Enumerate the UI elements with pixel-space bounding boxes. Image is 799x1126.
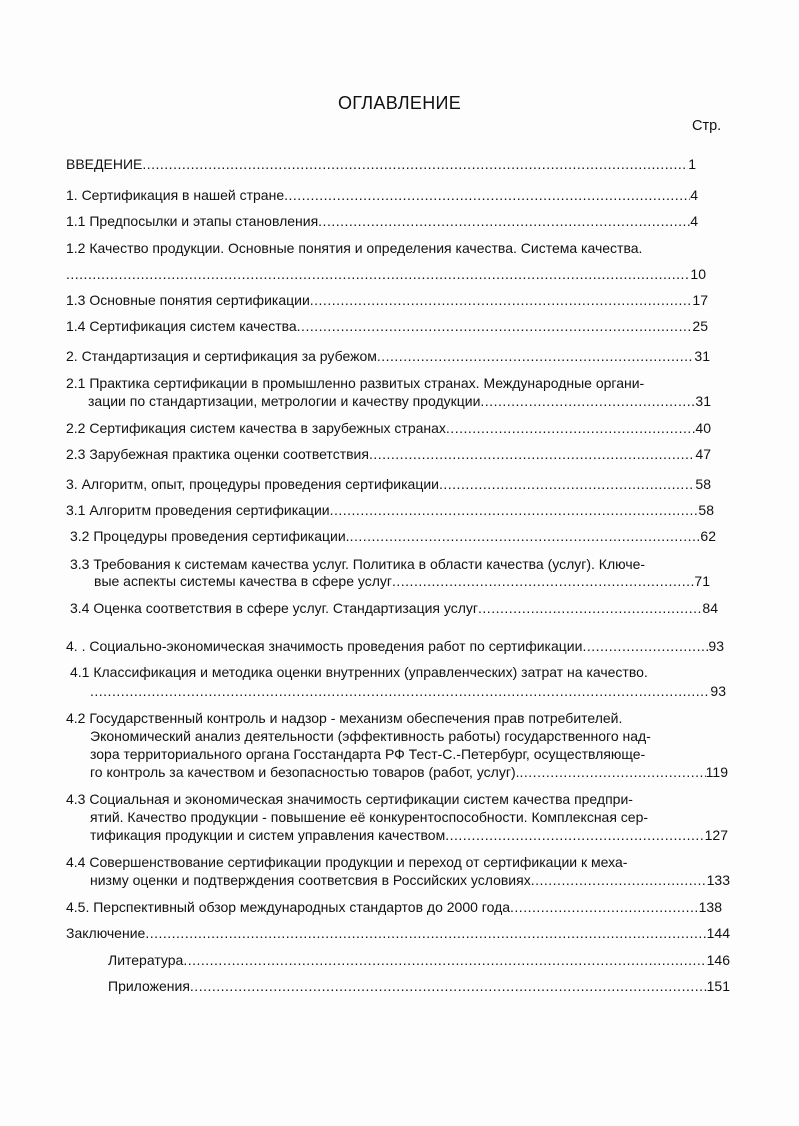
toc-entry-4-2-line2: Экономический анализ деятельности (эффективность работы) государственного над- bbox=[90, 728, 651, 744]
dot-leader bbox=[377, 348, 695, 364]
toc-entry-text: Приложения bbox=[108, 978, 190, 994]
toc-entry-4-4[interactable] bbox=[90, 872, 730, 888]
dot-leader bbox=[284, 187, 690, 203]
toc-page-number: 127 bbox=[704, 827, 728, 843]
toc-page-number: 4 bbox=[690, 213, 698, 229]
toc-entry-text: зации по стандартизации, метрологии и качеству продукции bbox=[88, 393, 481, 409]
toc-entry-text: 2. Стандартизация и сертификация за рубежом bbox=[66, 348, 377, 364]
toc-page-number: 93 bbox=[710, 683, 726, 699]
dot-leader bbox=[297, 318, 693, 334]
dot-leader bbox=[445, 827, 704, 843]
toc-entry-4-3[interactable] bbox=[90, 827, 728, 843]
dot-leader bbox=[392, 573, 694, 589]
toc-page-number: 138 bbox=[698, 899, 722, 915]
toc-entry-text: Литература bbox=[108, 952, 184, 968]
toc-page-number: 151 bbox=[706, 978, 730, 994]
toc-page-number: 31 bbox=[695, 393, 711, 409]
toc-entry-3-2[interactable] bbox=[70, 528, 716, 544]
dot-leader bbox=[142, 156, 688, 172]
page-title: ОГЛАВЛЕНИЕ bbox=[337, 93, 462, 113]
dot-leader bbox=[531, 872, 707, 888]
dot-leader bbox=[310, 292, 693, 308]
toc-entry-4-5[interactable] bbox=[66, 899, 722, 915]
toc-entry-text: 2.3 Зарубежная практика оценки соответствия bbox=[66, 446, 369, 462]
toc-entry-text: низму оценки и подтверждения соответсвия в Российских условиях bbox=[90, 872, 531, 888]
toc-entry-2[interactable] bbox=[66, 348, 710, 364]
toc-entry-3[interactable] bbox=[66, 476, 711, 492]
toc-entry-appendices[interactable] bbox=[108, 978, 730, 994]
dot-leader bbox=[318, 213, 690, 229]
toc-entry-text: Заключение bbox=[66, 925, 146, 941]
toc-entry-1[interactable] bbox=[66, 187, 698, 203]
toc-entry-4-3-line1[interactable]: 4.3 Социальная и экономическая значимость сертификации систем качества предпри- bbox=[66, 791, 633, 807]
toc-page-number: 40 bbox=[695, 420, 711, 436]
toc-entry-1-2[interactable] bbox=[66, 266, 706, 282]
dot-leader bbox=[480, 393, 695, 409]
toc-entry-text: 2.2 Сертификация систем качества в зарубежных странах bbox=[66, 420, 446, 436]
toc-page-number: 93 bbox=[708, 638, 724, 654]
toc-entry-4-1-line1[interactable]: 4.1 Классификация и методика оценки внутренних (управленческих) затрат на качество. bbox=[70, 664, 648, 680]
toc-page-number: 84 bbox=[702, 600, 718, 616]
toc-entry-text: 3.1 Алгоритм проведения сертификации bbox=[66, 502, 330, 518]
dot-leader bbox=[478, 600, 702, 616]
toc-entry-text: 1.4 Сертификация систем качества bbox=[66, 318, 297, 334]
toc-page-number: 71 bbox=[694, 573, 710, 589]
toc-page-number: 31 bbox=[694, 348, 710, 364]
toc-entry-4-2[interactable] bbox=[90, 764, 728, 780]
toc-entry-conclusion[interactable] bbox=[66, 925, 730, 941]
toc-entry-text: вые аспекты системы качества в сфере услуг bbox=[94, 573, 392, 589]
toc-entry-2-3[interactable] bbox=[66, 446, 711, 462]
dot-leader bbox=[66, 266, 690, 282]
toc-entry-3-4[interactable] bbox=[70, 600, 718, 616]
toc-page-number: 119 bbox=[705, 764, 728, 780]
dot-leader bbox=[582, 638, 708, 654]
toc-page-number: 58 bbox=[698, 502, 714, 518]
toc-entry-text: 3.4 Оценка соответствия в сфере услуг. Стандартизация услуг bbox=[70, 600, 479, 616]
toc-entry-text: 4.5. Перспективный обзор международных стандартов до 2000 года bbox=[66, 899, 511, 915]
toc-entry-2-1[interactable] bbox=[88, 393, 711, 409]
toc-entry-text: тификация продукции и систем управления качеством bbox=[90, 827, 446, 843]
toc-entry-1-2-line1[interactable]: 1.2 Качество продукции. Основные понятия и определения качества. Система качества. bbox=[66, 240, 643, 256]
toc-entry-text: го контроль за качеством и безопасностью товаров (работ, услуг). bbox=[90, 764, 520, 780]
toc-entry-literature[interactable] bbox=[108, 952, 730, 968]
dot-leader bbox=[520, 764, 706, 780]
toc-entry-4-2-line3: зора территориального органа Госстандарта РФ Тест-С.-Петербург, осуществляюще- bbox=[90, 746, 646, 762]
dot-leader bbox=[446, 420, 696, 436]
dot-leader bbox=[330, 502, 699, 518]
dot-leader bbox=[145, 925, 706, 941]
toc-entry-3-3-line1[interactable]: 3.3 Требования к системам качества услуг. Политика в области качества (услуг). Ключе- bbox=[70, 556, 646, 572]
dot-leader bbox=[90, 683, 710, 699]
dot-leader bbox=[510, 899, 699, 915]
toc-entry-4-3-line2: ятий. Качество продукции - повышение её конкурентоспособности. Комплексная сер- bbox=[90, 809, 649, 825]
toc-page-number: 133 bbox=[706, 872, 730, 888]
dot-leader bbox=[369, 446, 695, 462]
toc-page-number: 144 bbox=[706, 925, 730, 941]
toc-page-number: 58 bbox=[695, 476, 711, 492]
toc-entry-text: 3. Алгоритм, опыт, процедуры проведения сертификации bbox=[66, 476, 439, 492]
toc-entry-2-1-line1[interactable]: 2.1 Практика сертификации в промышленно развитых странах. Международные органи- bbox=[66, 375, 645, 391]
toc-page-number: 25 bbox=[692, 318, 708, 334]
toc-entry-text: 3.2 Процедуры проведения сертификации. bbox=[70, 528, 350, 544]
toc-entry-1-4[interactable] bbox=[66, 318, 708, 334]
toc-entry-4-1[interactable] bbox=[90, 683, 726, 699]
toc-page-number: 146 bbox=[706, 952, 730, 968]
toc-entry-text: 1. Сертификация в нашей стране bbox=[66, 187, 285, 203]
page-column-label: Стр. bbox=[692, 118, 722, 134]
toc-page-number: 62 bbox=[700, 528, 716, 544]
toc-page-number: 4 bbox=[690, 187, 698, 203]
toc-entry-2-2[interactable] bbox=[66, 420, 711, 436]
dot-leader bbox=[439, 476, 695, 492]
toc-entry-4-4-line1[interactable]: 4.4 Совершенствование сертификации продукции и переход от сертификации к меха- bbox=[66, 854, 628, 870]
toc-page-number: 47 bbox=[695, 446, 711, 462]
toc-entry-4[interactable] bbox=[66, 638, 724, 654]
toc-entry-3-1[interactable] bbox=[66, 502, 714, 518]
toc-entry-text: 1.1 Предпосылки и этапы становления bbox=[66, 213, 319, 229]
dot-leader bbox=[350, 528, 701, 544]
dot-leader bbox=[183, 952, 706, 968]
toc-page-number: 10 bbox=[690, 266, 706, 282]
toc-entry-1-1[interactable] bbox=[66, 213, 698, 229]
toc-page-number: 1 bbox=[688, 156, 696, 172]
toc-page-number: 17 bbox=[692, 292, 708, 308]
toc-entry-text: 4. . Социально-экономическая значимость проведения работ по сертификации bbox=[66, 638, 583, 654]
dot-leader bbox=[190, 978, 707, 994]
toc-entry-text: ВВЕДЕНИЕ bbox=[66, 156, 143, 172]
toc-entry-1-3[interactable] bbox=[66, 292, 708, 308]
toc-entry-4-2-line1[interactable]: 4.2 Государственный контроль и надзор - механизм обеспечения прав потребителей. bbox=[66, 710, 623, 726]
toc-entry-3-3[interactable] bbox=[94, 573, 710, 589]
toc-entry-intro[interactable] bbox=[66, 156, 696, 172]
toc-entry-text: 1.3 Основные понятия сертификации bbox=[66, 292, 310, 308]
